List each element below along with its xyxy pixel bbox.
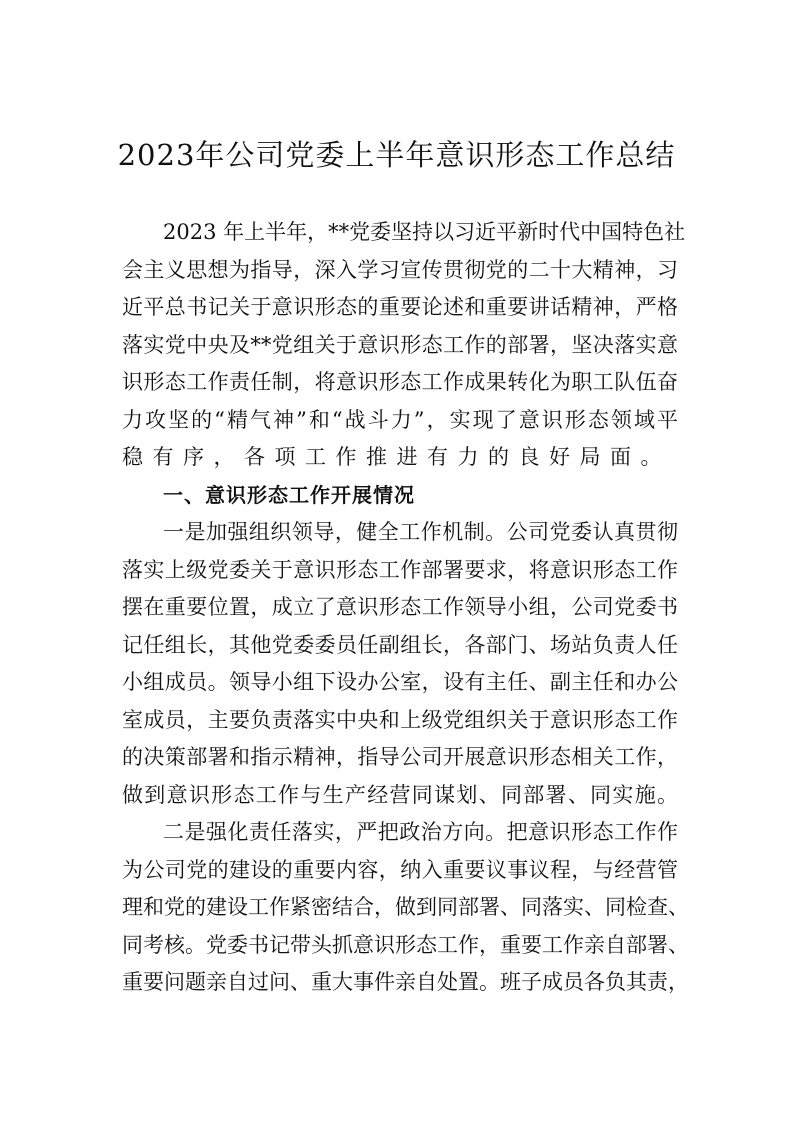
text-line: 理和党的建设工作紧密结合，做到同部署、同落实、同检查、 xyxy=(122,895,689,919)
text-line: 落实上级党委关于意识形态工作部署要求，将意识形态工作 xyxy=(122,557,678,582)
paragraph-organization xyxy=(122,514,678,814)
text-line: 记任组长，其他党委委员任副组长，各部门、场站负责人任 xyxy=(122,632,678,657)
text-line: 会主义思想为指导，深入学习宣传贯彻党的二十大精神，习 xyxy=(122,257,678,282)
text-line: 二是强化责任落实，严把政治方向。把意识形态工作作 xyxy=(163,820,678,844)
text-line: 力攻坚的“精气神”和“战斗力”，实现了意识形态领域平 xyxy=(122,407,678,432)
text-line: 摆在重要位置，成立了意识形态工作领导小组，公司党委书 xyxy=(122,595,678,619)
paragraph-responsibility xyxy=(122,814,689,1002)
text-line: 做到意识形态工作与生产经营同谋划、同部署、同实施。 xyxy=(122,782,678,807)
text-line: 的决策部署和指示精神，指导公司开展意识形态相关工作， xyxy=(122,745,678,769)
text-line: 2023 年上半年，**党委坚持以习近平新时代中国特色社 xyxy=(163,220,686,244)
text-line: 为公司党的建设的重要内容，纳入重要议事议程，与经营管 xyxy=(122,857,678,882)
text-line: 重要问题亲自过问、重大事件亲自处置。班子成员各负其责， xyxy=(122,970,689,994)
text-line: 稳有序，各项工作推进有力的良好局面。 xyxy=(122,445,671,469)
text-line: 室成员，主要负责落实中央和上级党组织关于意识形态工作 xyxy=(122,707,678,732)
document-title: 2023年公司党委上半年意识形态工作总结 xyxy=(117,138,676,172)
text-line: 识形态工作责任制，将意识形态工作成果转化为职工队伍奋 xyxy=(122,370,678,394)
text-line: 同考核。党委书记带头抓意识形态工作，重要工作亲自部署、 xyxy=(122,932,689,957)
section-heading: 一、意识形态工作开展情况 xyxy=(163,482,415,507)
text-line: 落实党中央及**党组关于意识形态工作的部署，坚决落实意 xyxy=(122,332,678,357)
paragraph-intro xyxy=(122,214,686,477)
text-line: 一是加强组织领导，健全工作机制。公司党委认真贯彻 xyxy=(163,520,678,544)
document-body xyxy=(122,214,689,1002)
text-line: 小组成员。领导小组下设办公室，设有主任、副主任和办公 xyxy=(122,670,678,694)
text-line: 近平总书记关于意识形态的重要论述和重要讲话精神，严格 xyxy=(122,295,678,319)
